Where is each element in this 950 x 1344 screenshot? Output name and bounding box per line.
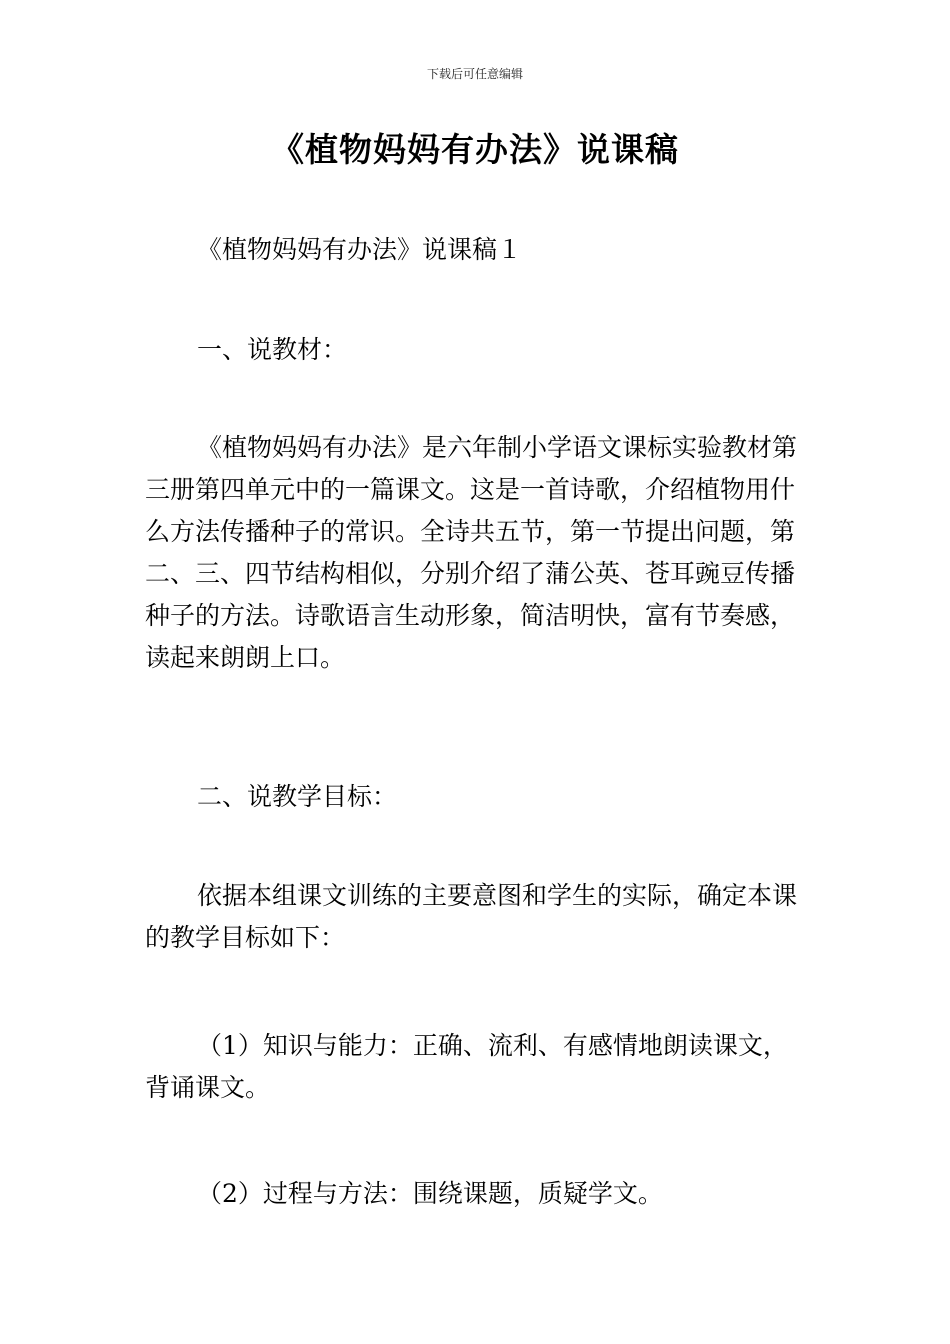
- goal-item-2: （2）过程与方法：围绕课题，质疑学文。: [197, 1179, 663, 1208]
- section-heading-goals: 二、说教学目标：: [197, 782, 398, 811]
- section-heading-textbook: 一、说教材：: [197, 335, 348, 364]
- document-title: 《植物妈妈有办法》说课稿: [271, 130, 679, 169]
- paragraph-textbook: 《植物妈妈有办法》是六年制小学语文课标实验教材第三册第四单元中的一篇课文。这是一首诗歌，介绍植物用什么方法传播种子的常识。全诗共五节，第一节提出问题，第二、三、四节结构相似，分别介绍了蒲公英、苍耳豌豆传播种子的方法。诗歌语言生动形象，简洁明快，富有节奏感，读起来朗朗上口。: [145, 433, 798, 672]
- paragraph-goals-intro: 依据本组课文训练的主要意图和学生的实际，确定本课的教学目标如下：: [145, 881, 798, 952]
- goal-item-1: （1）知识与能力：正确、流利、有感情地朗读课文，背诵课文。: [145, 1031, 788, 1102]
- subtitle: 《植物妈妈有办法》说课稿１: [197, 235, 523, 264]
- header-note: 下载后可任意编辑: [426, 67, 523, 81]
